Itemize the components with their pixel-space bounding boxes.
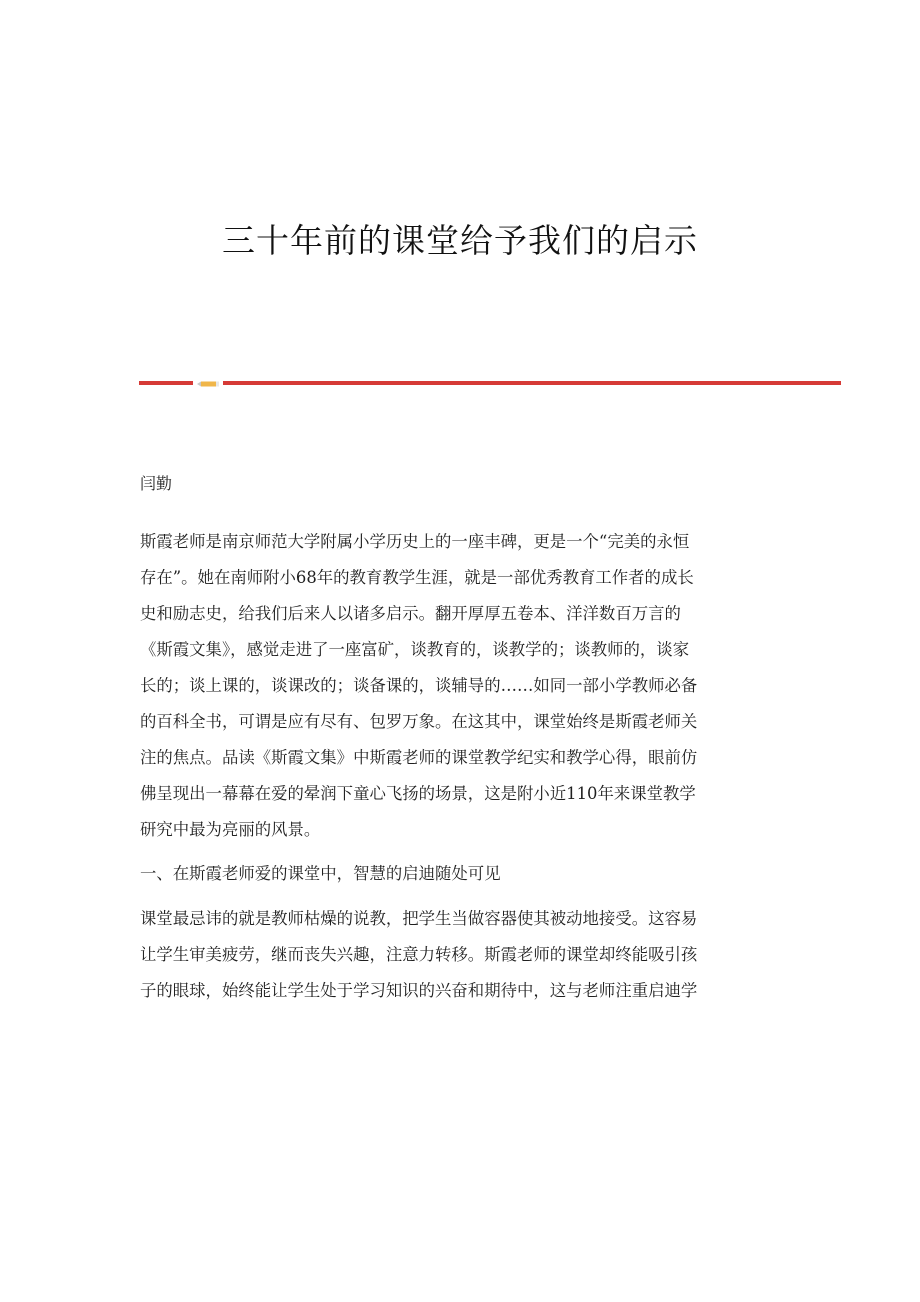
section-heading: 一、在斯霞老师爱的课堂中，智慧的启迪随处可见	[140, 864, 501, 883]
article-body	[140, 524, 780, 1009]
text-line: 长的；谈上课的，谈课改的；谈备课的，谈辅导的……如同一部小学教师必备	[140, 676, 698, 695]
text-line: 课堂最忌讳的就是教师枯燥的说教，把学生当做容器使其被动地接受。这容易	[140, 909, 698, 928]
title-divider	[139, 380, 841, 388]
divider-bar-left	[139, 381, 193, 385]
divider-bar-right	[223, 381, 841, 385]
text-line: 研究中最为亮丽的风景。	[140, 820, 321, 839]
document-title: 三十年前的课堂给予我们的启示	[222, 221, 698, 260]
text-line: 《斯霞文集》，感觉走进了一座富矿，谈教育的，谈教学的；谈教师的，谈家	[140, 640, 690, 659]
text-line: 子的眼球，始终能让学生处于学习知识的兴奋和期待中，这与老师注重启迪学	[140, 981, 698, 1000]
text-line: 佛呈现出一幕幕在爱的晕润下童心飞扬的场景，这是附小近110年来课堂教学	[140, 784, 696, 803]
text-line: 存在”。她在南师附小68年的教育教学生涯，就是一部优秀教育工作者的成长	[140, 568, 694, 587]
author-name: 闫勤	[140, 474, 173, 493]
text-line: 让学生审美疲劳，继而丧失兴趣，注意力转移。斯霞老师的课堂却终能吸引孩	[140, 945, 698, 964]
text-line: 史和励志史，给我们后来人以诸多启示。翻开厚厚五卷本、洋洋数百万言的	[140, 604, 681, 623]
paragraph-section1	[140, 901, 780, 1009]
text-line: 斯霞老师是南京师范大学附属小学历史上的一座丰碑，更是一个“完美的永恒	[140, 532, 690, 551]
text-line: 注的焦点。品读《斯霞文集》中斯霞老师的课堂教学纪实和教学心得，眼前仿	[140, 748, 698, 767]
text-line: 的百科全书，可谓是应有尽有、包罗万象。在这其中，课堂始终是斯霞老师关	[140, 712, 698, 731]
pencil-icon	[197, 381, 219, 387]
paragraph-intro	[140, 524, 780, 848]
